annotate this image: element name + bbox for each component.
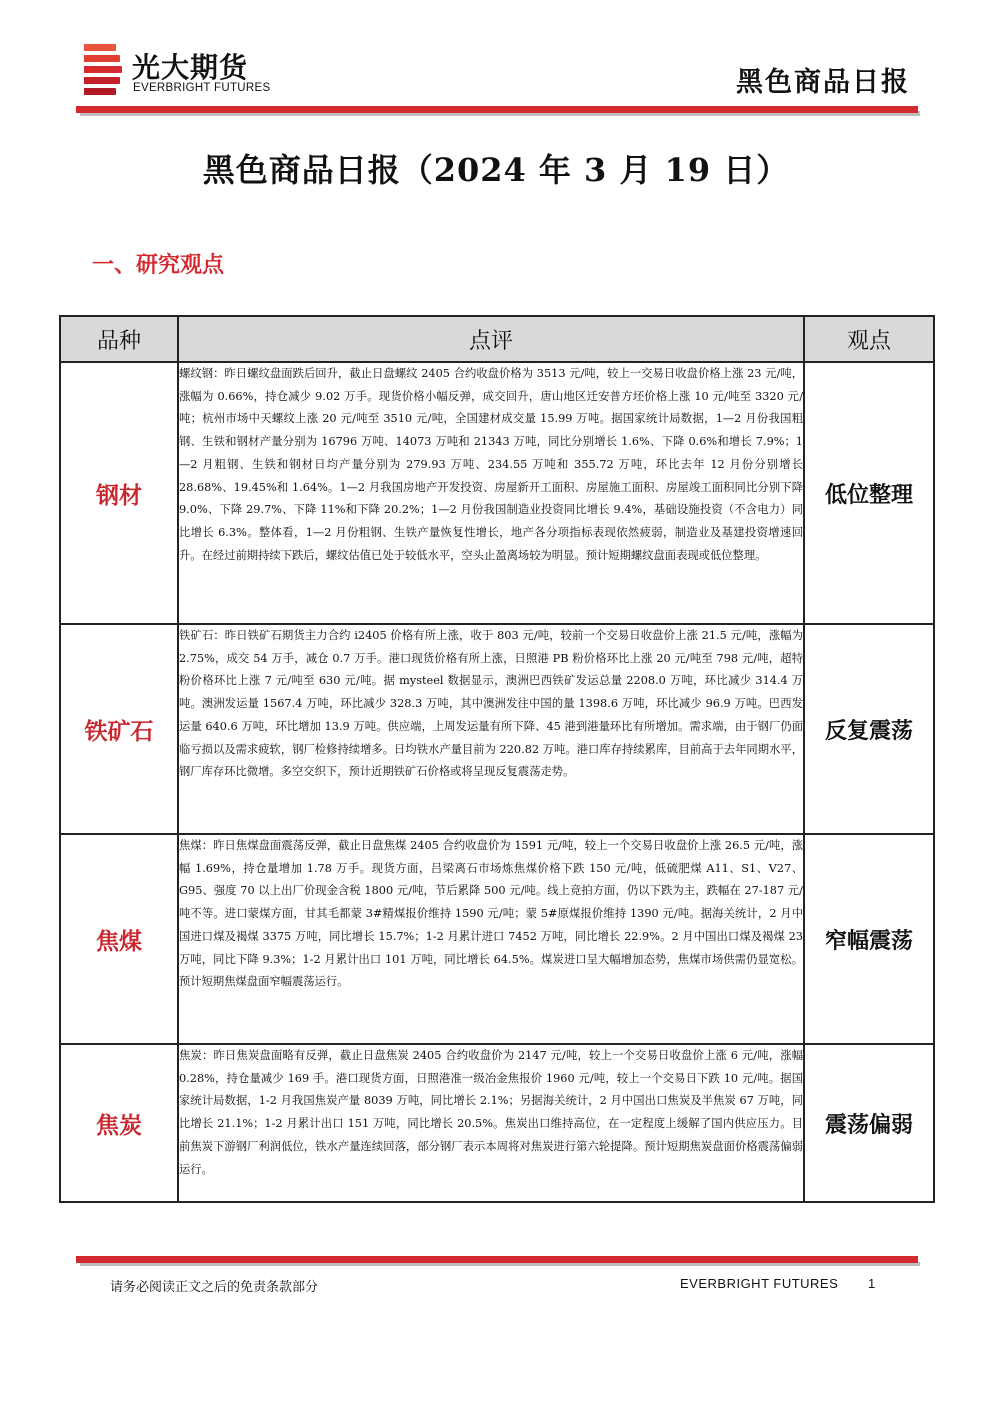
document-title: 黑色商品日报（2024 年 3 月 19 日） [202, 151, 790, 189]
column-header-variety: 品种 [60, 316, 178, 362]
footer-rule [76, 1256, 918, 1263]
variety-cell: 焦炭 [60, 1044, 178, 1202]
company-logo [76, 42, 286, 102]
logo-mark-icon [76, 42, 124, 98]
comment-cell [178, 624, 804, 834]
variety-cell: 钢材 [60, 362, 178, 624]
footer-disclaimer: 请务必阅读正文之后的免责条款部分 [110, 1280, 319, 1295]
header-rule [76, 106, 918, 113]
comment-cell [178, 362, 804, 624]
comment-text: 焦煤：昨日焦煤盘面震荡反弹，截止日盘焦煤 2405 合约收盘价为 1591 元/吨，较上一个交易日收盘价上涨 26.5 元/吨，涨幅 1.69%，持仓量增加 1.78 万手。现货方面，吕梁离石市场炼焦煤价格下跌 150 元/吨，低硫肥煤 A11、S1、V27、G95、强度 70 以上出厂价现金含税 1800 元/吨，节后累降 500 元/吨。线上竞拍方面，仍以下跌为主，跌幅在 27-187 元/吨不等。进口蒙煤方面，甘其毛都蒙 3#精煤报价维持 1590 元/吨；蒙 5#原煤报价维持 1390 元/吨。据海关统计，2 月中国进口煤及褐煤 3375 万吨，同比增长 15.7%；1-2 月累计进口 7452 万吨，同比增长 22.9%。2 月中国出口煤及褐煤 23 万吨，同比下降 9.3%；1-2 月累计出口 101 万吨，同比增长 64.5%。煤炭进口呈大幅增加态势，焦煤市场供需仍显宽松。预计短期焦煤盘面窄幅震荡运行。 [179, 839, 803, 989]
footer-brand: EVERBRIGHT FUTURES [680, 1276, 839, 1291]
table-row [60, 362, 934, 624]
view-cell: 窄幅震荡 [804, 834, 934, 1044]
column-header-comment: 点评 [178, 316, 804, 362]
logo-english-text: EVERBRIGHT FUTURES [133, 82, 271, 94]
page-number: 1 [868, 1276, 876, 1291]
section-heading: 一、研究观点 [92, 252, 225, 278]
view-cell: 低位整理 [804, 362, 934, 624]
comment-cell [178, 834, 804, 1044]
view-cell: 反复震荡 [804, 624, 934, 834]
table-row [60, 1044, 934, 1202]
comment-text: 螺纹钢：昨日螺纹盘面跌后回升，截止日盘螺纹 2405 合约收盘价格为 3513 元/吨，较上一交易日收盘价格上涨 23 元/吨，涨幅为 0.66%，持仓减少 9.02 万手。现货价格小幅反弹，成交回升，唐山地区迁安普方坯价格上涨 10 元/吨至 3320 元/吨；杭州市场中天螺纹上涨 20 元/吨至 3510 元/吨，全国建材成交量 15.99 万吨。据国家统计局数据，1—2 月份我国粗钢、生铁和钢材产量分别为 16796 万吨、14073 万吨和 21343 万吨，同比分别增长 1.6%、下降 0.6%和增长 7.9%；1—2 月粗钢、生铁和钢材日均产量分别为 279.93 万吨、234.55 万吨和 355.72 万吨，环比去年 12 月份分别增长 28.68%、19.45%和 1.64%。1—2 月我国房地产开发投资、房屋新开工面积、房屋施工面积、房屋竣工面积同比分别下降 9.0%、下降 29.7%、下降 11%和下降 20.2%；1—2 月份我国制造业投资同比增长 9.4%，基础设施投资（不含电力）同比增长 6.3%。整体看，1—2 月份粗钢、生铁产量恢复性增长，地产各分项指标表现依然疲弱，制造业及基建投资增速回升。在经过前期持续下跌后，螺纹估值已处于较低水平，空头止盈离场较为明显。预计短期螺纹盘面表现或低位整理。 [179, 367, 803, 562]
header-report-type: 黑色商品日报 [736, 67, 910, 98]
comment-cell [178, 1044, 804, 1202]
comment-text: 铁矿石：昨日铁矿石期货主力合约 i2405 价格有所上涨，收于 803 元/吨，较前一个交易日收盘价上涨 21.5 元/吨，涨幅为 2.75%，成交 54 万手，减仓 0.7 万手。港口现货价格有所上涨，日照港 PB 粉价格环比上涨 20 元/吨至 798 元/吨，超特粉价格环比上涨 7 元/吨至 630 元/吨。据 mysteel 数据显示，澳洲巴西铁矿发运总量 2208.0 万吨，环比减少 314.4 万吨。澳洲发运量 1567.4 万吨，环比减少 328.3 万吨，其中澳洲发往中国的量 1398.6 万吨，环比减少 96.9 万吨。巴西发运量 640.6 万吨，环比增加 13.9 万吨。供应端，上周发运量有所下降、45 港到港量环比有所增加。需求端，由于钢厂仍面临亏损以及需求疲软，钢厂检修持续增多。日均铁水产量目前为 220.82 万吨。港口库存持续累库，目前高于去年同期水平，钢厂库存环比微增。多空交织下，预计近期铁矿石价格或将呈现反复震荡走势。 [179, 629, 803, 779]
research-view-table [59, 315, 935, 1203]
comment-text: 焦炭：昨日焦炭盘面略有反弹，截止日盘焦炭 2405 合约收盘价为 2147 元/吨，较上一个交易日收盘价上涨 6 元/吨，涨幅 0.28%，持仓量减少 169 手。港口现货方面，日照港准一级冶金焦报价 1960 元/吨，较上一个交易日下跌 10 元/吨。据国家统计局数据，1-2 月我国焦炭产量 8039 万吨，同比增长 2.1%；另据海关统计，2 月中国出口焦炭及半焦炭 67 万吨，同比增长 21.1%；1-2 月累计出口 151 万吨，同比增长 20.5%。焦炭出口维持高位，在一定程度上缓解了国内供应压力。目前焦炭下游钢厂利润低位，铁水产量连续回落，部分钢厂表示本周将对焦炭进行第六轮提降。预计短期焦炭盘面价格震荡偏弱运行。 [179, 1049, 803, 1176]
table-row [60, 834, 934, 1044]
variety-cell: 铁矿石 [60, 624, 178, 834]
table-header-row [60, 316, 934, 362]
logo-chinese-text: 光大期货 [132, 51, 249, 84]
variety-cell: 焦煤 [60, 834, 178, 1044]
column-header-view: 观点 [804, 316, 934, 362]
view-cell: 震荡偏弱 [804, 1044, 934, 1202]
table-row [60, 624, 934, 834]
